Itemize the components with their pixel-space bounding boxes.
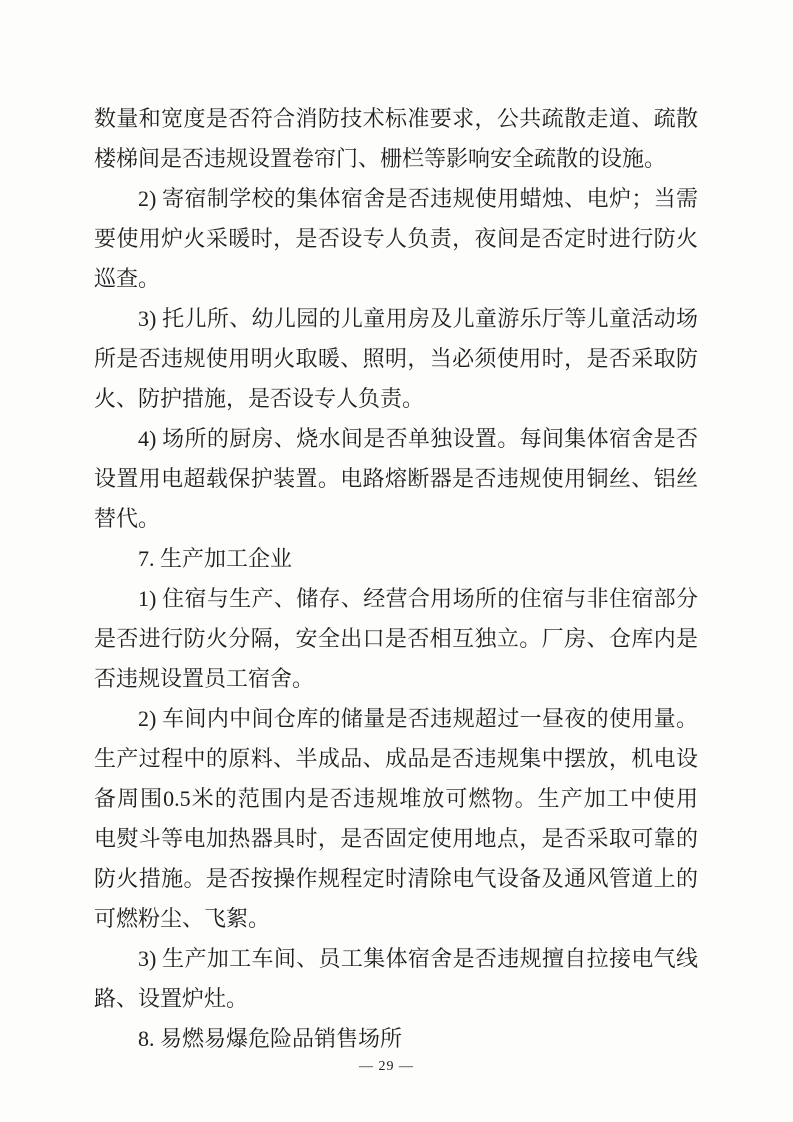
text-line: 2) 寄宿制学校的集体宿舍是否违规使用蜡烛、电炉；当需 [138, 186, 698, 211]
text-line: 3) 托儿所、幼儿园的儿童用房及儿童游乐厅等儿童活动场 [138, 306, 698, 331]
text-line: 可燃粉尘、飞絮。 [94, 906, 271, 931]
page-footer [0, 1057, 793, 1077]
text-line: 电熨斗等电加热器具时，是否固定使用地点，是否采取可靠的 [94, 826, 698, 851]
text-line: 设置用电超载保护装置。电路熔断器是否违规使用铜丝、铝丝 [94, 466, 698, 491]
text-line: 楼梯间是否违规设置卷帘门、栅栏等影响安全疏散的设施。 [94, 146, 667, 171]
document-text-block [94, 99, 698, 1059]
text-line: 火、防护措施，是否设专人负责。 [94, 386, 425, 411]
text-line: 备周围0.5米的范围内是否违规堆放可燃物。生产加工中使用 [94, 786, 698, 811]
text-line: 4) 场所的厨房、烧水间是否单独设置。每间集体宿舍是否 [138, 426, 698, 451]
text-line: 数量和宽度是否符合消防技术标准要求，公共疏散走道、疏散 [94, 106, 698, 131]
text-line: 要使用炉火采暖时，是否设专人负责，夜间是否定时进行防火 [94, 226, 698, 251]
text-line: 所是否违规使用明火取暖、照明，当必须使用时，是否采取防 [94, 346, 698, 371]
text-line: 否违规设置员工宿舍。 [94, 666, 315, 691]
text-line: 是否进行防火分隔，安全出口是否相互独立。厂房、仓库内是 [94, 626, 698, 651]
page-number: — 29 — [359, 1059, 414, 1074]
text-line: 防火措施。是否按操作规程定时清除电气设备及通风管道上的 [94, 866, 698, 891]
text-line: 1) 住宿与生产、储存、经营合用场所的住宿与非住宿部分 [138, 586, 698, 611]
text-line: 替代。 [94, 506, 161, 531]
text-line: 路、设置炉灶。 [94, 986, 249, 1011]
text-line: 生产过程中的原料、半成品、成品是否违规集中摆放，机电设 [94, 746, 698, 771]
text-line: 3) 生产加工车间、员工集体宿舍是否违规擅自拉接电气线 [138, 946, 698, 971]
text-line: 2) 车间内中间仓库的储量是否违规超过一昼夜的使用量。 [138, 706, 698, 731]
text-line: 8. 易燃易爆危险品销售场所 [138, 1026, 403, 1051]
text-line: 7. 生产加工企业 [138, 546, 293, 571]
text-line: 巡查。 [94, 266, 161, 291]
